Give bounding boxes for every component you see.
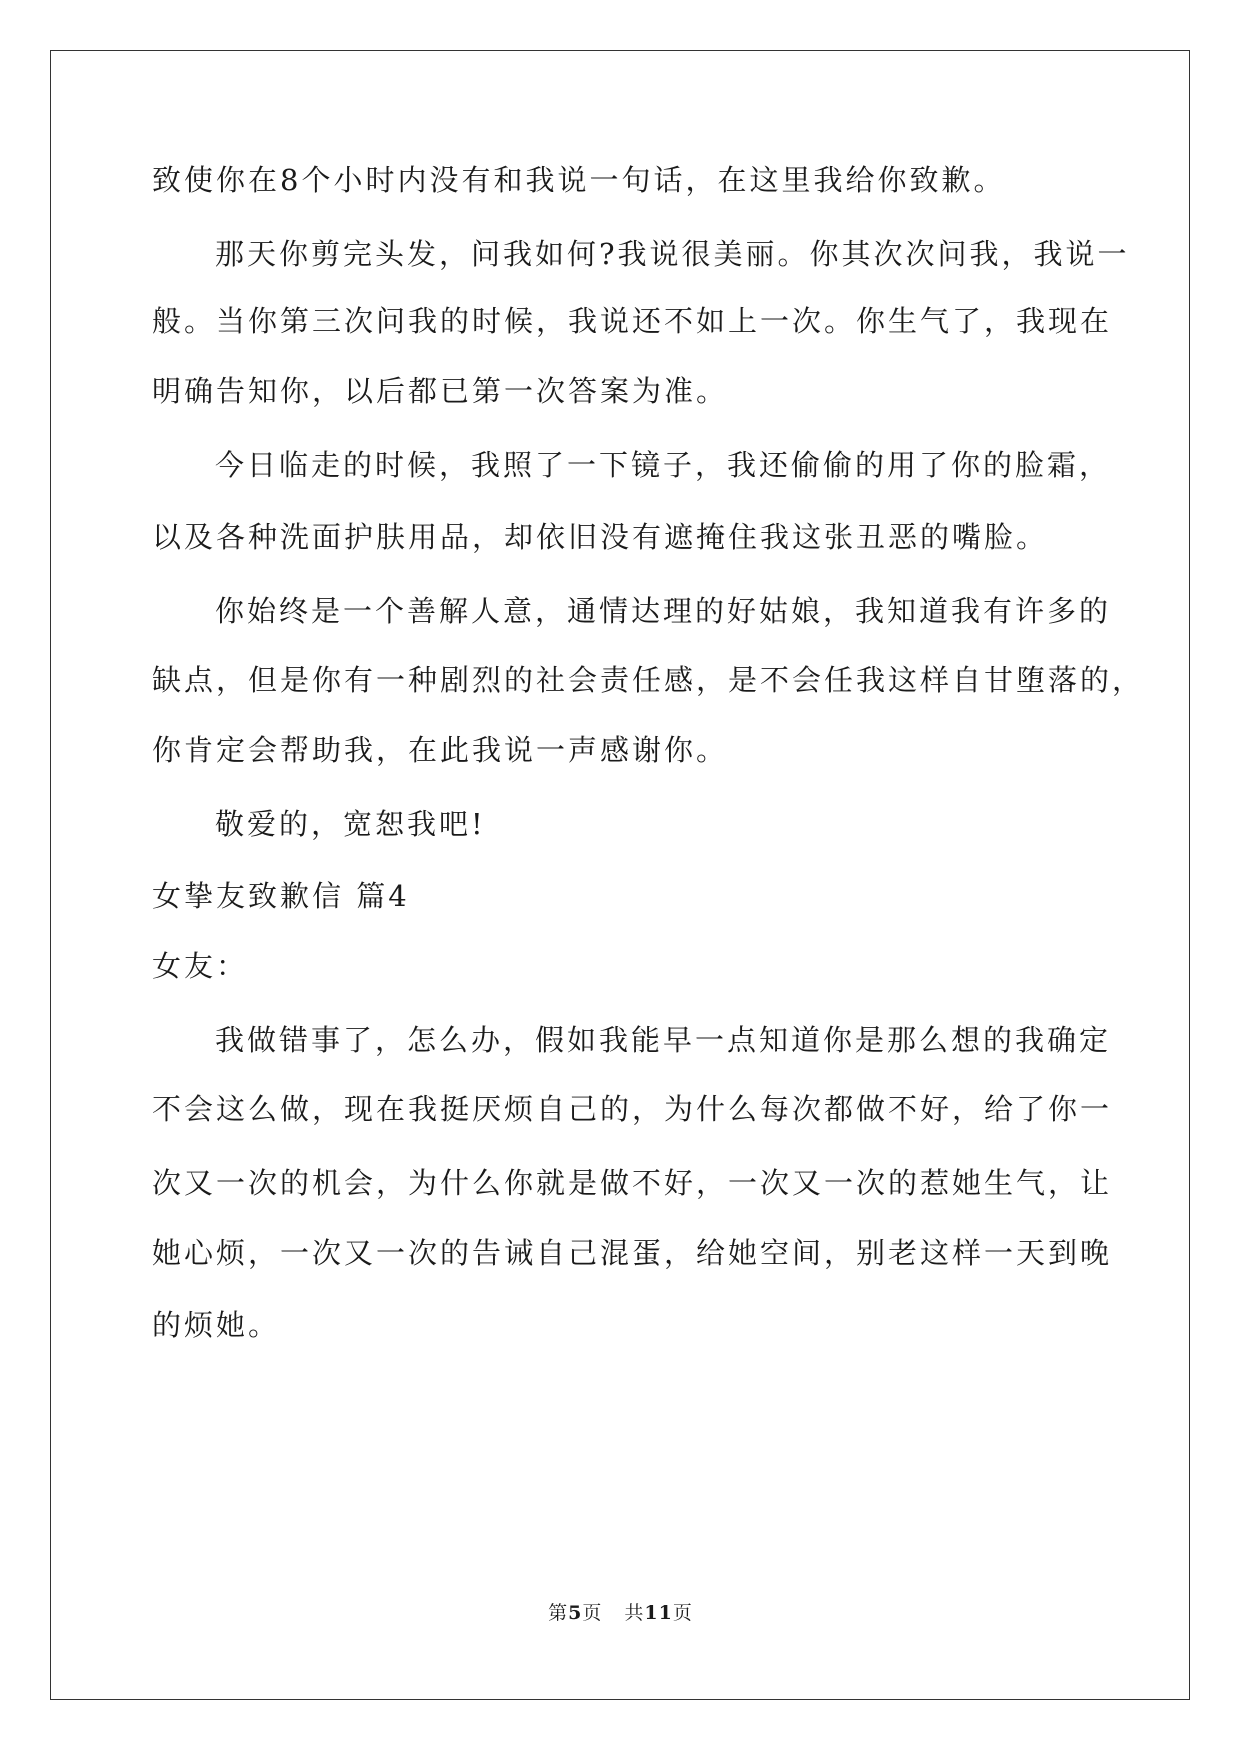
page-border	[50, 50, 1190, 1700]
total-suffix: 页	[672, 1602, 693, 1624]
paragraph-line: 那天你剪完头发，问我如何?我说很美丽。你其次次问我，我说一	[215, 237, 1130, 271]
paragraph-line: 今日临走的时候，我照了一下镜子，我还偷偷的用了你的脸霜，	[215, 448, 1112, 482]
body-line: 以及各种洗面护肤用品，却依旧没有遮掩住我这张丑恶的嘴脸。	[152, 520, 1049, 554]
page-number: 5	[568, 1602, 583, 1624]
body-line: 缺点，但是你有一种剧烈的社会责任感，是不会任我这样自甘堕落的，	[152, 663, 1145, 697]
section-heading: 女挚友致歉信 篇4	[152, 879, 410, 913]
paragraph-line: 我做错事了，怎么办，假如我能早一点知道你是那么想的我确定	[215, 1023, 1112, 1057]
body-line: 般。当你第三次问我的时候，我说还不如上一次。你生气了，我现在	[152, 304, 1113, 338]
body-line: 明确告知你，以后都已第一次答案为准。	[152, 374, 729, 408]
total-prefix: 共	[624, 1602, 645, 1624]
body-line: 致使你在8个小时内没有和我说一句话，在这里我给你致歉。	[152, 163, 1006, 197]
body-line: 的烦她。	[152, 1308, 281, 1342]
page-prefix: 第	[548, 1602, 569, 1624]
body-line: 她心烦，一次又一次的告诫自己混蛋，给她空间，别老这样一天到晚	[152, 1236, 1113, 1270]
total-pages: 11	[644, 1602, 673, 1624]
page-footer	[0, 1598, 1241, 1625]
page-suffix: 页	[582, 1602, 603, 1624]
paragraph-line: 敬爱的，宽恕我吧!	[215, 807, 486, 841]
paragraph-line: 你始终是一个善解人意，通情达理的好姑娘，我知道我有许多的	[215, 594, 1112, 628]
salutation: 女友：	[152, 949, 249, 983]
body-line: 你肯定会帮助我，在此我说一声感谢你。	[152, 733, 729, 767]
body-line: 不会这么做，现在我挺厌烦自己的，为什么每次都做不好，给了你一	[152, 1092, 1113, 1126]
body-line: 次又一次的机会，为什么你就是做不好，一次又一次的惹她生气，让	[152, 1166, 1113, 1200]
